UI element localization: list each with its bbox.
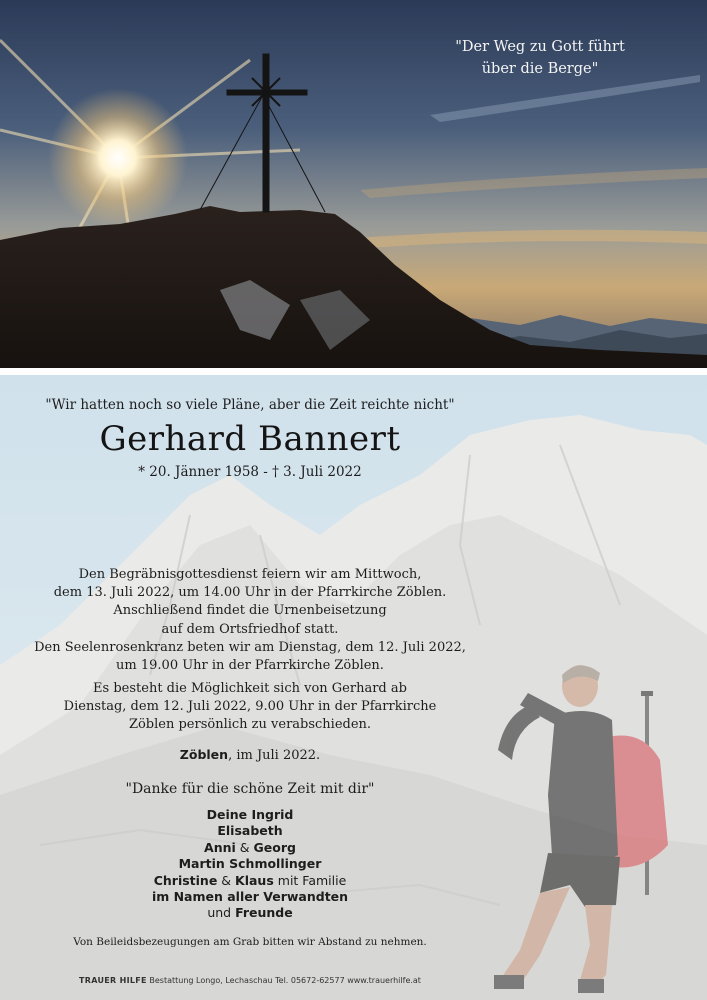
mourner-line: Martin Schmollinger	[178, 856, 322, 872]
farewell-line: Dienstag, dem 12. Juli 2022, 9.00 Uhr in der Pfarrkirche	[63, 699, 437, 715]
place-town: Zöblen	[179, 747, 229, 762]
place-date-text: , im Juli 2022.	[228, 748, 321, 763]
mourner-line: Elisabeth	[217, 823, 283, 839]
mourner-name: Christine	[153, 872, 218, 888]
photo-divider	[0, 368, 707, 375]
obituary-content	[0, 375, 707, 1000]
mourner-name: Anni	[204, 839, 236, 855]
top-quote	[440, 36, 640, 80]
funeral-line: auf dem Ortsfriedhof statt.	[161, 621, 339, 637]
mourner-ampersand: &	[239, 839, 250, 855]
mourner-suffix: mit Familie	[277, 872, 347, 888]
funeral-home-details: Bestattung Longo, Lechaschau Tel. 05672-62577 www.trauerhilfe.at	[149, 976, 421, 985]
rosary-line: Den Seelenrosenkranz beten wir am Dienstag, dem 12. Juli 2022,	[34, 640, 466, 655]
condolence-request: Von Beileidsbezeugungen am Grab bitten wir Abstand zu nehmen.	[73, 936, 427, 948]
mourner-prefix: und	[207, 905, 232, 921]
funeral-home-brand: TRAUER HILFE	[79, 976, 147, 985]
mourner-name: Klaus	[235, 872, 274, 888]
funeral-line: Anschließend findet die Urnenbeisetzung	[113, 603, 387, 619]
funeral-line: dem 13. Juli 2022, um 14.00 Uhr in der Pfarrkirche Zöblen.	[53, 585, 447, 601]
mourner-ampersand: &	[221, 872, 232, 888]
place-date	[30, 747, 470, 763]
farewell-announcement	[30, 680, 470, 735]
top-quote-line-2: über die Berge"	[481, 61, 599, 77]
rosary-line: um 19.00 Uhr in der Pfarrkirche Zöblen.	[116, 658, 384, 674]
deceased-name: Gerhard Bannert	[99, 419, 401, 459]
rosary-announcement	[30, 639, 470, 675]
funeral-home-footer	[0, 976, 500, 985]
mourners-list	[30, 807, 470, 922]
funeral-announcement	[30, 566, 470, 639]
life-dates: * 20. Jänner 1958 - † 3. Juli 2022	[138, 464, 362, 480]
motto-quote: "Wir hatten noch so viele Pläne, aber die Zeit reichte nicht"	[45, 397, 455, 413]
mourner-name: Freunde	[235, 905, 293, 921]
top-quote-line-1: "Der Weg zu Gott führt	[455, 39, 625, 55]
farewell-line: Es besteht die Möglichkeit sich von Gerhard ab	[93, 681, 407, 696]
farewell-line: Zöblen persönlich zu verabschieden.	[128, 717, 372, 733]
mourner-name: Georg	[253, 839, 296, 855]
thanks-quote: "Danke für die schöne Zeit mit dir"	[125, 781, 375, 797]
mourner-line: im Namen aller Verwandten	[151, 889, 349, 905]
funeral-line: Den Begräbnisgottesdienst feiern wir am Mittwoch,	[78, 567, 422, 582]
mourner-line: Deine Ingrid	[206, 807, 294, 822]
